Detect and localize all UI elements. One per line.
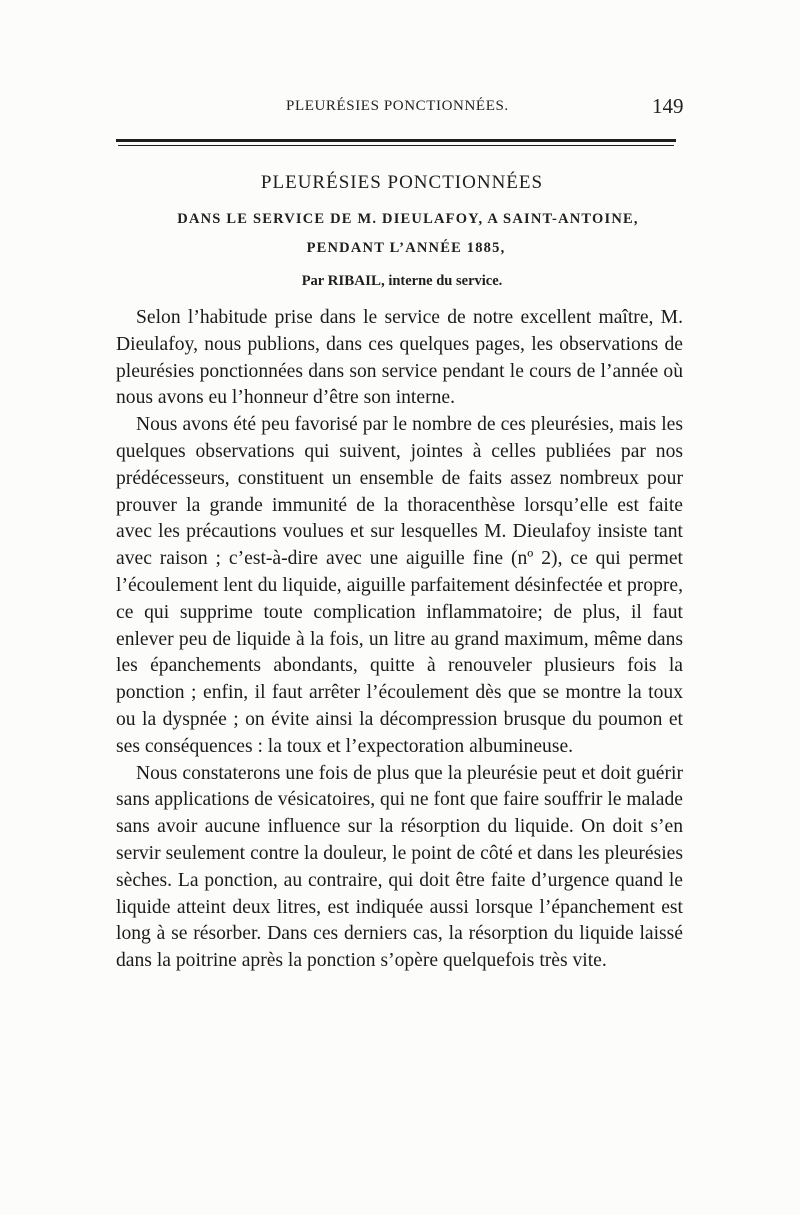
paragraph: Nous constaterons une fois de plus que la pleurésie peut et doit guérir sans applications de vésicatoires, qui ne font que faire souffrir le malade sans avoir aucune influence sur la résorption du liquide. On doit s’en servir seulement contre la douleur, le point de côté et dans les pleurésies sèches. La ponction, au contraire, qui doit être faite d’urgence quand le liquide atteint deux litres, est indiquée aussi lorsque l’épanchement est long à se résorber. Dans ces derniers cas, la résorption du liquide laissé dans la poitrine après la ponction s’opère quelquefois très vite. bbox=[116, 762, 683, 972]
byline-prefix: Par bbox=[301, 273, 324, 289]
running-head bbox=[0, 96, 800, 120]
header-rule-thin bbox=[118, 145, 674, 146]
article-body bbox=[116, 305, 683, 975]
header-rule-thick bbox=[116, 139, 676, 142]
article-title: PLEURÉSIES PONCTIONNÉES bbox=[260, 172, 544, 193]
page-number: 149 bbox=[652, 94, 684, 118]
byline-author: RIBAIL, bbox=[327, 273, 385, 289]
article-subtitle-line-1: DANS LE SERVICE DE M. DIEULAFOY, A SAINT-ANTOINE, bbox=[177, 211, 639, 227]
paragraph: Nous avons été peu favorisé par le nombre de ces pleurésies, mais les quelques observations qui suivent, jointes à celles publiées par nos prédécesseurs, constituent un ensemble de faits assez nombreux pour prouver la grande immunité de la thoracenthèse lorsqu’elle est faite avec les précautions voulues et sur lesquelles M. Dieulafoy insiste tant avec raison ; c’est-à-dire avec une aiguille fine (nº 2), ce qui permet l’écoulement lent du liquide, aiguille parfaitement désinfectée et propre, ce qui supprime toute complication inflammatoire; de plus, il faut enlever peu de liquide à la fois, un litre au grand maximum, même dans les épanchements abondants, quitte à renouveler plusieurs fois la ponction ; enfin, il faut arrêter l’écoulement dès que se montre la toux ou la dyspnée ; on évite ainsi la décompression brusque du poumon et ses conséquences : la toux et l’expectoration albumineuse. bbox=[116, 414, 683, 757]
running-title: PLEURÉSIES PONCTIONNÉES. bbox=[286, 98, 509, 114]
paragraph: Selon l’habitude prise dans le service de notre excellent maître, M. Dieulafoy, nous publions, dans ces quelques pages, les observations de pleurésies ponctionnées dans son service pendant le cours de l’année où nous avons eu l’honneur d’être son interne. bbox=[116, 307, 683, 409]
article-subtitle-line-2: PENDANT L’ANNÉE 1885, bbox=[306, 240, 506, 256]
byline-suffix: interne du service. bbox=[388, 273, 503, 289]
byline bbox=[0, 273, 800, 290]
